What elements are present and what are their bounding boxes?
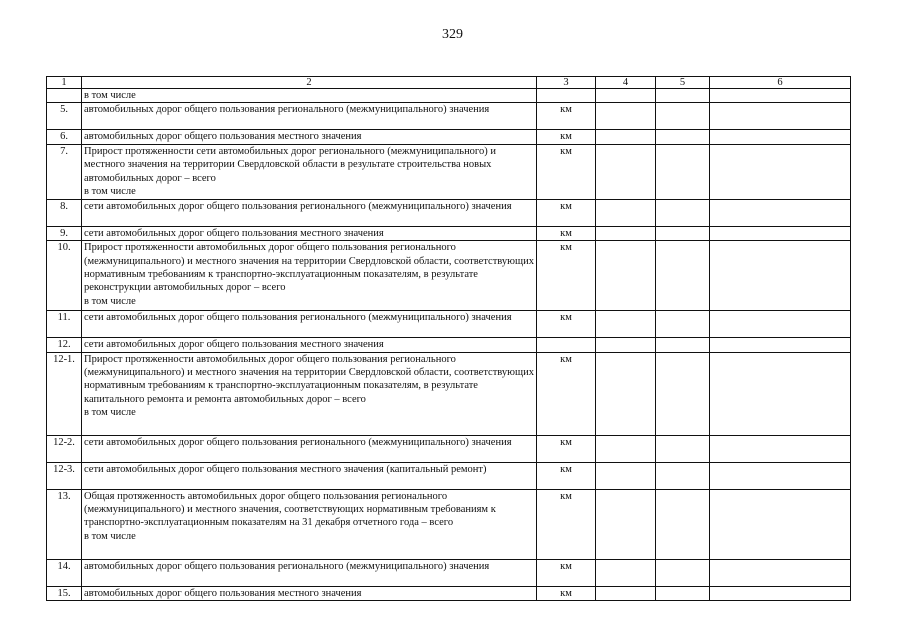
row-indicator: в том числе bbox=[82, 89, 537, 103]
table-row bbox=[47, 462, 851, 489]
row-value-col-5 bbox=[656, 559, 710, 586]
row-indicator: Общая протяженность автомобильных дорог общего пользования регионального (межмуниципального) и местного значения, соответствующих нормативным требованиям к транспортно-эксплуатационным показателям на 31 декабря отчетного года – всего в том числе bbox=[82, 489, 537, 559]
row-value-col-4 bbox=[596, 199, 656, 226]
page-number: 329 bbox=[442, 27, 463, 42]
row-value-col-5 bbox=[656, 226, 710, 240]
row-value-col-4 bbox=[596, 559, 656, 586]
row-number: 14. bbox=[47, 559, 82, 586]
row-indicator: сети автомобильных дорог общего пользования регионального (межмуниципального) значения bbox=[82, 311, 537, 338]
row-value-col-5 bbox=[656, 130, 710, 144]
header-col-3: 3 bbox=[537, 77, 596, 89]
row-value-col-6 bbox=[710, 352, 851, 435]
header-col-2: 2 bbox=[82, 77, 537, 89]
table-row bbox=[47, 352, 851, 435]
row-value-col-5 bbox=[656, 586, 710, 600]
row-number: 6. bbox=[47, 130, 82, 144]
table-row bbox=[47, 241, 851, 311]
row-number: 5. bbox=[47, 103, 82, 130]
row-unit: км bbox=[537, 226, 596, 240]
row-value-col-4 bbox=[596, 352, 656, 435]
table-row bbox=[47, 103, 851, 130]
header-row bbox=[47, 77, 851, 89]
row-value-col-5 bbox=[656, 89, 710, 103]
row-value-col-6 bbox=[710, 489, 851, 559]
row-indicator: сети автомобильных дорог общего пользования местного значения bbox=[82, 226, 537, 240]
row-value-col-4 bbox=[596, 144, 656, 199]
row-value-col-6 bbox=[710, 89, 851, 103]
row-number: 11. bbox=[47, 311, 82, 338]
row-indicator: Прирост протяженности автомобильных дорог общего пользования регионального (межмуниципального) и местного значения на территории Свердловской области, соответствующих нормативным требованиям к транспортно-эксплуатационным показателям, в результате капитального ремонта и ремонта автомобильных дорог – всего в том числе bbox=[82, 352, 537, 435]
row-unit: км bbox=[537, 130, 596, 144]
header-col-4: 4 bbox=[596, 77, 656, 89]
row-unit: км bbox=[537, 103, 596, 130]
row-value-col-5 bbox=[656, 435, 710, 462]
row-indicator: автомобильных дорог общего пользования местного значения bbox=[82, 130, 537, 144]
report-table bbox=[46, 76, 851, 601]
table-row bbox=[47, 89, 851, 103]
row-number: 7. bbox=[47, 144, 82, 199]
row-number: 10. bbox=[47, 241, 82, 311]
row-indicator: автомобильных дорог общего пользования местного значения bbox=[82, 586, 537, 600]
row-value-col-4 bbox=[596, 226, 656, 240]
row-indicator: Прирост протяженности автомобильных дорог общего пользования регионального (межмуниципального) и местного значения на территории Свердловской области, соответствующих нормативным требованиям к транспортно-эксплуатационным показателям, в результате реконструкции автомобильных дорог – всего в том числе bbox=[82, 241, 537, 311]
row-unit: км bbox=[537, 435, 596, 462]
header-col-6: 6 bbox=[710, 77, 851, 89]
row-value-col-5 bbox=[656, 311, 710, 338]
row-unit: км bbox=[537, 311, 596, 338]
row-value-col-6 bbox=[710, 559, 851, 586]
table-row bbox=[47, 559, 851, 586]
row-value-col-4 bbox=[596, 89, 656, 103]
row-value-col-6 bbox=[710, 226, 851, 240]
row-indicator: Прирост протяженности сети автомобильных дорог регионального (межмуниципального) и местного значения на территории Свердловской области в результате строительства новых автомобильных дорог – всего в том числе bbox=[82, 144, 537, 199]
row-number bbox=[47, 89, 82, 103]
row-value-col-6 bbox=[710, 130, 851, 144]
row-unit: км bbox=[537, 559, 596, 586]
table-row bbox=[47, 199, 851, 226]
row-unit bbox=[537, 338, 596, 352]
row-value-col-6 bbox=[710, 435, 851, 462]
row-value-col-4 bbox=[596, 338, 656, 352]
row-number: 12-3. bbox=[47, 462, 82, 489]
row-value-col-5 bbox=[656, 489, 710, 559]
row-value-col-5 bbox=[656, 103, 710, 130]
row-value-col-4 bbox=[596, 462, 656, 489]
table-row bbox=[47, 144, 851, 199]
row-value-col-4 bbox=[596, 130, 656, 144]
table-row bbox=[47, 338, 851, 352]
row-value-col-5 bbox=[656, 241, 710, 311]
row-value-col-6 bbox=[710, 241, 851, 311]
row-value-col-4 bbox=[596, 435, 656, 462]
row-value-col-5 bbox=[656, 199, 710, 226]
row-value-col-6 bbox=[710, 586, 851, 600]
row-value-col-4 bbox=[596, 241, 656, 311]
row-indicator: сети автомобильных дорог общего пользования регионального (межмуниципального) значения bbox=[82, 199, 537, 226]
row-value-col-5 bbox=[656, 338, 710, 352]
row-unit: км bbox=[537, 241, 596, 311]
row-number: 15. bbox=[47, 586, 82, 600]
row-unit: км bbox=[537, 199, 596, 226]
row-value-col-6 bbox=[710, 338, 851, 352]
row-indicator: сети автомобильных дорог общего пользования регионального (межмуниципального) значения bbox=[82, 435, 537, 462]
row-number: 12. bbox=[47, 338, 82, 352]
header-col-1: 1 bbox=[47, 77, 82, 89]
row-unit: км bbox=[537, 144, 596, 199]
row-number: 9. bbox=[47, 226, 82, 240]
row-value-col-4 bbox=[596, 586, 656, 600]
row-value-col-4 bbox=[596, 489, 656, 559]
row-indicator: сети автомобильных дорог общего пользования местного значения (капитальный ремонт) bbox=[82, 462, 537, 489]
row-unit: км bbox=[537, 352, 596, 435]
row-value-col-6 bbox=[710, 462, 851, 489]
row-value-col-6 bbox=[710, 144, 851, 199]
row-unit: км bbox=[537, 462, 596, 489]
table-row bbox=[47, 226, 851, 240]
row-value-col-6 bbox=[710, 311, 851, 338]
row-unit bbox=[537, 89, 596, 103]
row-value-col-5 bbox=[656, 352, 710, 435]
row-value-col-6 bbox=[710, 103, 851, 130]
table-row bbox=[47, 130, 851, 144]
row-indicator: автомобильных дорог общего пользования регионального (межмуниципального) значения bbox=[82, 103, 537, 130]
row-number: 13. bbox=[47, 489, 82, 559]
row-indicator: сети автомобильных дорог общего пользования местного значения bbox=[82, 338, 537, 352]
row-value-col-5 bbox=[656, 144, 710, 199]
row-value-col-4 bbox=[596, 311, 656, 338]
row-value-col-5 bbox=[656, 462, 710, 489]
table-row bbox=[47, 489, 851, 559]
table-row bbox=[47, 311, 851, 338]
row-value-col-4 bbox=[596, 103, 656, 130]
row-number: 8. bbox=[47, 199, 82, 226]
row-number: 12-2. bbox=[47, 435, 82, 462]
header-col-5: 5 bbox=[656, 77, 710, 89]
table-row bbox=[47, 586, 851, 600]
row-number: 12-1. bbox=[47, 352, 82, 435]
row-value-col-6 bbox=[710, 199, 851, 226]
table-row bbox=[47, 435, 851, 462]
row-indicator: автомобильных дорог общего пользования регионального (межмуниципального) значения bbox=[82, 559, 537, 586]
row-unit: км bbox=[537, 489, 596, 559]
row-unit: км bbox=[537, 586, 596, 600]
